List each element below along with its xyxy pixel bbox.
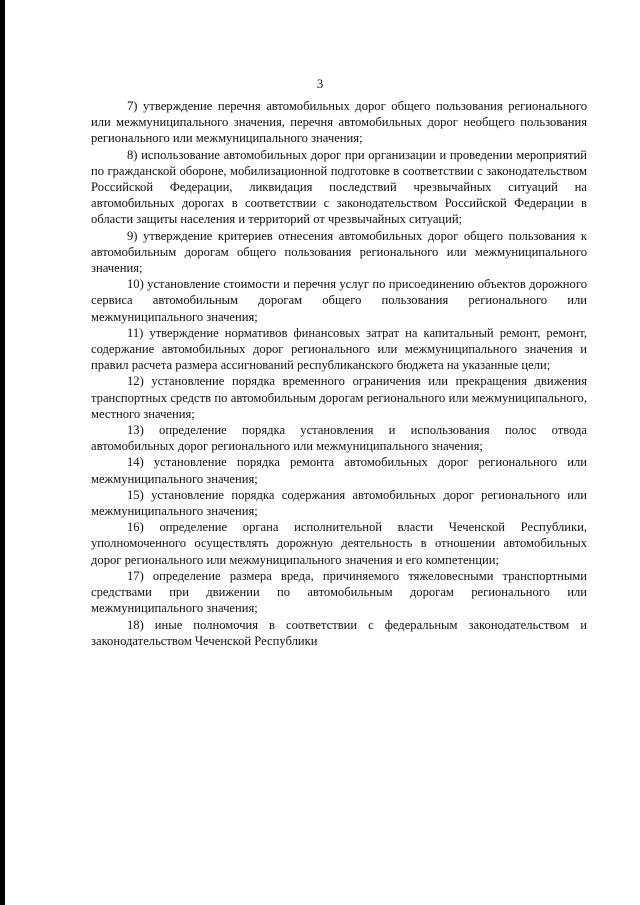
list-item-7: 7) утверждение перечня автомобильных дорог общего пользования регионального или межмуниципального значения, перечня автомобильных дорог необщего пользования регионального или межмуниципального значения; <box>91 99 587 146</box>
list-item-10: 10) установление стоимости и перечня услуг по присоединению объектов дорожного сервиса автомобильным дорогам общего пользования регионального или межмуниципального значения; <box>91 277 587 324</box>
page-number: 3 <box>316 76 324 91</box>
list-item-18: 18) иные полномочия в соответствии с федеральным законодательством и законодательством Чеченской Республики <box>91 617 587 648</box>
scan-border <box>0 0 5 905</box>
list-item-11: 11) утверждение нормативов финансовых затрат на капитальный ремонт, ремонт, содержание автомобильных дорог регионального или межмуниципального значения и правил расчета размера ассигнований республиканского бюджета на указанные цели; <box>91 325 587 373</box>
document-body <box>91 98 587 649</box>
list-item-17: 17) определение размера вреда, причиняемого тяжеловесными транспортными средствами при движении по автомобильным дорогам регионального или межмуниципального значения; <box>91 568 587 616</box>
list-item-15: 15) установление порядка содержания автомобильных дорог регионального или межмуниципального значения; <box>91 487 587 519</box>
list-item-13: 13) определение порядка установления и использования полос отвода автомобильных дорог регионального или межмуниципального значения; <box>91 423 587 454</box>
list-item-12: 12) установление порядка временного ограничения или прекращения движения транспортных средств по автомобильным дорогам регионального или межмуниципального, местного значения; <box>91 374 587 421</box>
list-item-14: 14) установление порядка ремонта автомобильных дорог регионального или межмуниципального значения; <box>91 455 587 486</box>
list-item-8: 8) использование автомобильных дорог при организации и проведении мероприятий по гражданской обороне, мобилизационной подготовке в соответствии с законодательством Российской Федерации, ликвидация последствий чрезвычайных ситуаций на автомобильных дорогах в соответствии с законодательством Российской Федерации в области защиты населения и территорий от чрезвычайных ситуаций; <box>91 147 587 227</box>
list-item-9: 9) утверждение критериев отнесения автомобильных дорог общего пользования к автомобильным дорогам общего пользования регионального или межмуниципального значения; <box>91 228 587 276</box>
list-item-16: 16) определение органа исполнительной власти Чеченской Республики, уполномоченного осуществлять дорожную деятельность в отношении автомобильных дорог регионального или межмуниципального значения и его компетенции; <box>91 520 587 567</box>
